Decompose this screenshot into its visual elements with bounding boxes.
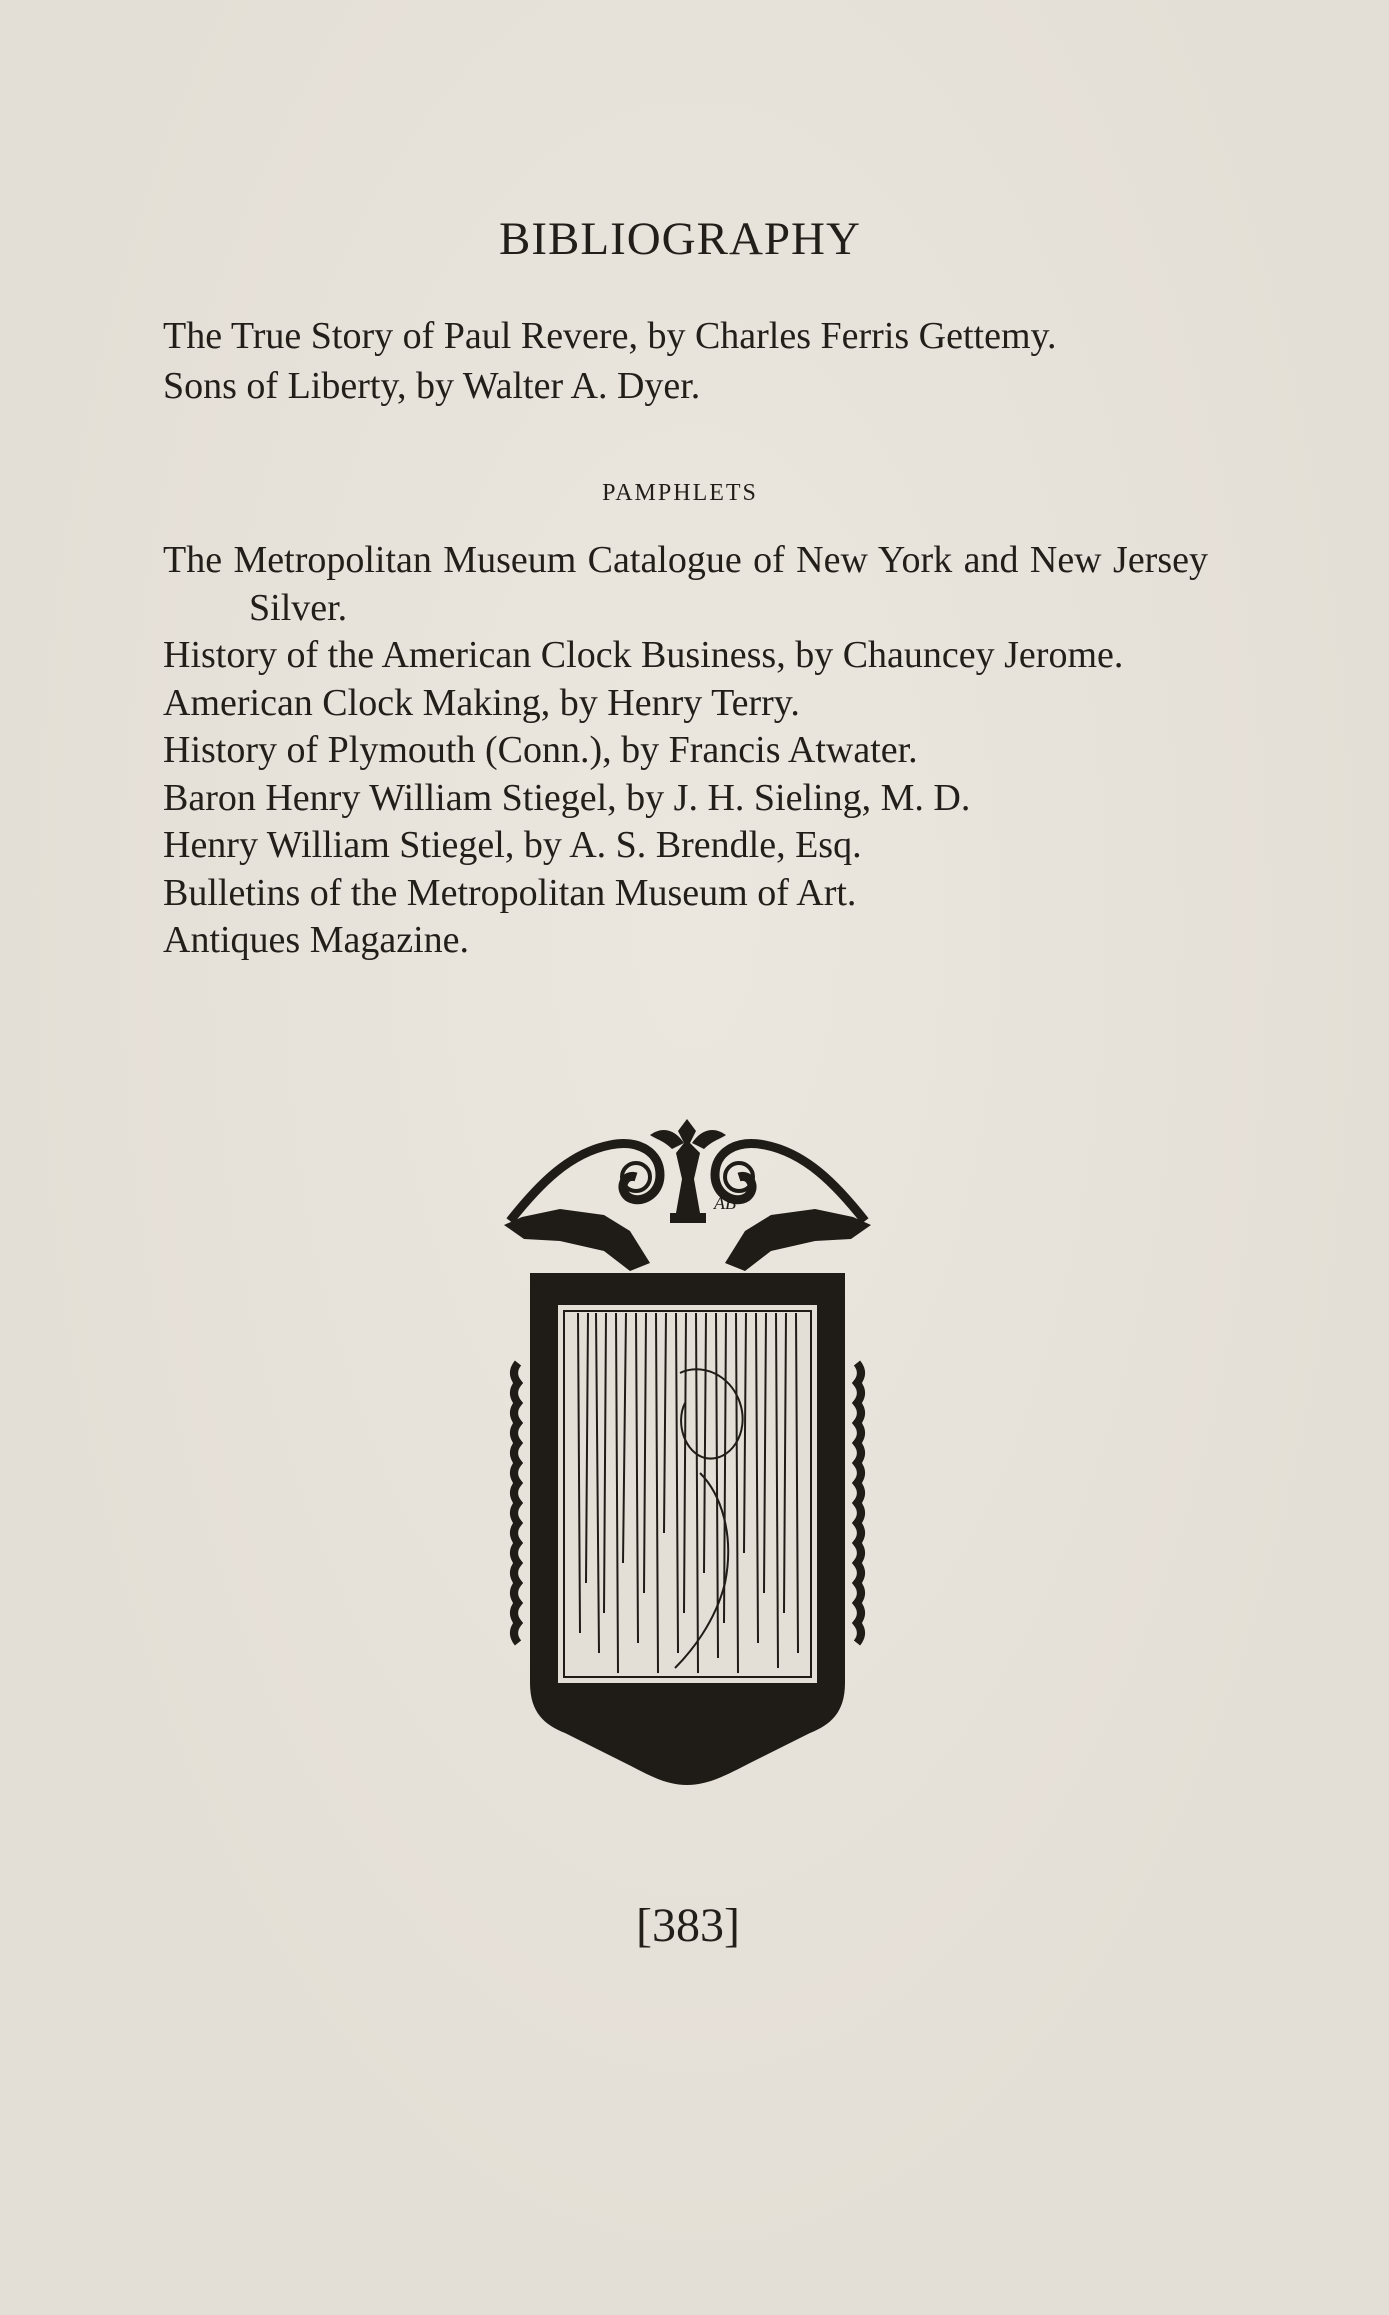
monogram-label: AB [714,1193,736,1213]
books-list [163,311,1213,411]
pamphlet-entry: Henry William Stiegel, by A. S. Brendle, Esq. [163,824,862,866]
page-title: BIBLIOGRAPHY [499,213,861,265]
pamphlet-entry: History of Plymouth (Conn.), by Francis Atwater. [163,729,918,771]
bibliography-entry: The True Story of Paul Revere, by Charles Ferris Gettemy. [163,315,1057,357]
pamphlet-entry: Baron Henry William Stiegel, by J. H. Sieling, M. D. [163,776,971,819]
pamphlets-list [163,537,1208,965]
bibliography-entry: Sons of Liberty, by Walter A. Dyer. [163,365,701,407]
pamphlet-entry: History of the American Clock Business, by Chauncey Jerome. [163,634,1124,676]
pamphlet-entry: Antiques Magazine. [163,919,470,961]
pamphlets-heading: PAMPHLETS [602,480,758,506]
pamphlet-entry: American Clock Making, by Henry Terry. [163,681,800,724]
page-number: [383] [636,1899,740,1952]
mirror-illustration-icon [500,1113,875,1793]
pamphlet-entry: Bulletins of the Metropolitan Museum of Art. [163,871,857,914]
pamphlet-entry: The Metropolitan Museum Catalogue of New York and New Jersey Silver. [163,539,1208,629]
